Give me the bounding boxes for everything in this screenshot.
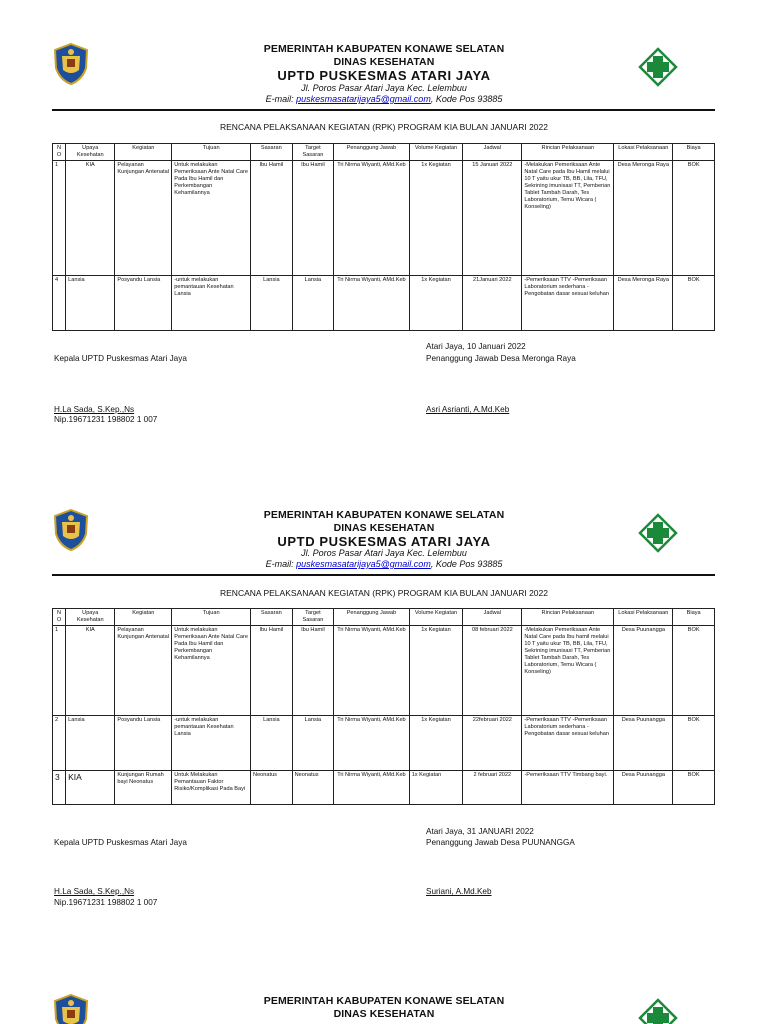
email-label: E-mail:	[265, 559, 294, 569]
table-header-row	[53, 609, 715, 626]
col-header-sasaran: Sasaran	[251, 144, 293, 161]
cell-target: Lansia	[292, 715, 334, 770]
col-header-kegiatan: Kegiatan	[115, 144, 172, 161]
cell-upaya: Lansia	[66, 275, 115, 330]
cell-biaya: BOK	[673, 625, 715, 715]
col-header-target: Target Sasaran	[292, 144, 334, 161]
plan-title: RENCANA PELAKSANAAN KEGIATAN (RPK) PROGRAM KIA BULAN JANUARI 2022	[220, 122, 548, 132]
cell-no: 1	[53, 160, 66, 275]
cell-sasaran: Ibu Hamil	[251, 625, 293, 715]
cell-biaya: BOK	[673, 770, 715, 804]
cell-rincian: -Melakukan Pemeriksaan Ante Natal Care pada Ibu hamil melalui 10 T yaitu ukur TB, BB, Lila, TFU, Sekrining imunisasi TT, Pemberian Tablet Tambah Darah, Tes Laboratorium, Temu Wicara ( Konseling)	[522, 625, 614, 715]
cell-lokasi: Desa Meronga Raya	[614, 275, 673, 330]
col-header-jadwal: Jadwal	[463, 144, 522, 161]
header-contact	[0, 95, 768, 104]
header-address: Jl. Poros Pasar Atari Jaya Kec. Lelembuu	[301, 83, 467, 93]
puskesmas-cross-logo-icon	[638, 47, 678, 87]
col-header-lokasi: Lokasi Pelaksanaan	[614, 144, 673, 161]
cell-pj: Tri Nirma Wiyanti, AMd.Keb	[334, 715, 410, 770]
cell-sasaran: Lansia	[251, 715, 293, 770]
cell-lokasi: Desa Meronga Raya	[614, 160, 673, 275]
cell-volume: 1x Kegiatan	[409, 275, 463, 330]
header-address: Jl. Poros Pasar Atari Jaya Kec. Lelembuu	[301, 548, 467, 558]
signature-left-name: H.La Sada, S.Kep.,Ns	[54, 887, 135, 896]
cell-rincian: -Pemeriksaan TTV -Pemeriksaan Laboratorium sederhana -Pengobatan dasar sesuai keluhan	[522, 715, 614, 770]
email-link[interactable]: puskesmasatarijaya5@gmail.com	[296, 94, 431, 104]
cell-lokasi: Desa Puunangga	[614, 715, 673, 770]
signature-left-nip: Nip.19671231 198802 1 007	[54, 898, 158, 907]
cell-pj: Tri Nirma Wiyanti, AMd.Keb	[334, 160, 410, 275]
cell-kegiatan: Posyandu Lansia	[115, 275, 172, 330]
cell-upaya: KIA	[66, 770, 115, 804]
signature-right-role: Penanggung Jawab Desa PUUNANGGA	[426, 838, 575, 847]
col-header-no: N O	[53, 144, 66, 161]
signature-left-nip: Nip.19671231 198802 1 007	[54, 415, 158, 424]
cell-rincian: -Pemeriksaan TTV Timbang bayi.	[522, 770, 614, 804]
cell-volume: 1x Kegiatan	[409, 715, 463, 770]
cell-jadwal: 2 februari 2022	[463, 770, 522, 804]
col-header-no: N O	[53, 609, 66, 626]
cell-volume: 1x Kegiatan	[409, 770, 463, 804]
cell-tujuan: Untuk melakukan Pemeriksaan Ante Natal Care Pada Ibu Hamil dan Perkembangan Kehamilannya	[172, 160, 251, 275]
signature-left-role: Kepala UPTD Puskesmas Atari Jaya	[54, 838, 187, 847]
cell-pj: Tri Nirma Wiyanti, AMd.Keb	[334, 625, 410, 715]
cell-target: Neonatus	[292, 770, 334, 804]
col-header-rincian: Rincian Pelaksanaan	[522, 609, 614, 626]
header-department: DINAS KESEHATAN	[333, 1008, 435, 1020]
cell-rincian: -Melakukan Pemeriksaan Ante Natal Care pada Ibu Hamil melalui 10 T yaitu ukur TB, BB, Lila, TFU, Sekrining imunisasi TT, Pemberian Tablet Tambah Darah, Tes Laboratorium, Temu Wicara ( Konseling)	[522, 160, 614, 275]
table-row	[53, 275, 715, 330]
cell-sasaran: Lansia	[251, 275, 293, 330]
col-header-rincian: Rincian Pelaksanaan	[522, 144, 614, 161]
cell-tujuan: -untuk melakukan pemantauan Kesehatan Lansia	[172, 715, 251, 770]
cell-kegiatan: Pelayanan Kunjungan Antenatal	[115, 160, 172, 275]
cell-biaya: BOK	[673, 275, 715, 330]
cell-jadwal: 22februari 2022	[463, 715, 522, 770]
col-header-pj: Penanggung Jawab	[334, 609, 410, 626]
col-header-upaya: Upaya Kesehatan	[66, 144, 115, 161]
cell-sasaran: Ibu Hamil	[251, 160, 293, 275]
plan-title: RENCANA PELAKSANAAN KEGIATAN (RPK) PROGRAM KIA BULAN JANUARI 2022	[220, 588, 548, 598]
cell-biaya: BOK	[673, 160, 715, 275]
cell-upaya: KIA	[66, 160, 115, 275]
col-header-tujuan: Tujuan	[172, 144, 251, 161]
cell-jadwal: 08 februari 2022	[463, 625, 522, 715]
cell-kegiatan: Posyandu Lansia	[115, 715, 172, 770]
cell-jadwal: 15 Januari 2022	[463, 160, 522, 275]
email-link[interactable]: puskesmasatarijaya5@gmail.com	[296, 559, 431, 569]
header-department: DINAS KESEHATAN	[333, 56, 435, 68]
cell-tujuan: Untuk melakukan Pemeriksaan Ante Natal Care Pada Ibu Hamil dan Perkembangan Kehamilannya	[172, 625, 251, 715]
cell-target: Ibu Hamil	[292, 625, 334, 715]
col-header-target: Target Sasaran	[292, 609, 334, 626]
signature-right-name: Asri Asrianti, A.Md.Keb	[426, 405, 510, 414]
col-header-sasaran: Sasaran	[251, 609, 293, 626]
header-government: PEMERINTAH KABUPATEN KONAWE SELATAN	[263, 509, 505, 521]
signature-place-date: Atari Jaya, 31 JANUARI 2022	[426, 827, 534, 836]
cell-rincian: -Pemeriksaan TTV -Pemeriksaan Laboratorium sederhana -Pengobatan dasar sesuai keluhan	[522, 275, 614, 330]
puskesmas-cross-logo-icon	[638, 513, 678, 553]
cell-no: 1	[53, 625, 66, 715]
header-government: PEMERINTAH KABUPATEN KONAWE SELATAN	[263, 995, 505, 1007]
cell-pj: Tri Nirma Wiyanti, AMd.Keb	[334, 770, 410, 804]
signature-right-role: Penanggung Jawab Desa Meronga Raya	[426, 354, 576, 363]
col-header-upaya: Upaya Kesehatan	[66, 609, 115, 626]
cell-biaya: BOK	[673, 715, 715, 770]
postcode: , Kode Pos 93885	[430, 94, 503, 104]
cell-volume: 1x Kegiatan	[409, 625, 463, 715]
cell-volume: 1x Kegiatan	[409, 160, 463, 275]
cell-no: 2	[53, 715, 66, 770]
cell-target: Ibu Hamil	[292, 160, 334, 275]
col-header-jadwal: Jadwal	[463, 609, 522, 626]
signature-place-date: Atari Jaya, 10 Januari 2022	[426, 342, 526, 351]
cell-pj: Tri Nirma Wiyanti, AMd.Keb	[334, 275, 410, 330]
col-header-biaya: Biaya	[673, 609, 715, 626]
cell-upaya: KIA	[66, 625, 115, 715]
cell-lokasi: Desa Puunangga	[614, 625, 673, 715]
cell-upaya: Lansia	[66, 715, 115, 770]
puskesmas-cross-logo-icon	[638, 998, 678, 1024]
table-row	[53, 715, 715, 770]
cell-kegiatan: Pelayanan Kunjungan Antenatal	[115, 625, 172, 715]
cell-lokasi: Desa Puunangga	[614, 770, 673, 804]
header-institution: UPTD PUSKESMAS ATARI JAYA	[277, 534, 491, 549]
col-header-pj: Penanggung Jawab	[334, 144, 410, 161]
cell-tujuan: -untuk melakukan pemantauan Kesehatan Lansia	[172, 275, 251, 330]
signature-right-name: Suriani, A.Md.Keb	[426, 887, 492, 896]
header-divider	[52, 574, 715, 576]
cell-target: Lansia	[292, 275, 334, 330]
table-row	[53, 770, 715, 804]
cell-tujuan: Untuk Melakukan Pemantauan Faktor Risiko/Komplikasi Pada Bayi	[172, 770, 251, 804]
col-header-tujuan: Tujuan	[172, 609, 251, 626]
cell-no: 4	[53, 275, 66, 330]
header-divider	[52, 109, 715, 111]
email-label: E-mail:	[265, 94, 294, 104]
col-header-volume: Volume Kegiatan	[409, 144, 463, 161]
cell-sasaran: Neonatus	[251, 770, 293, 804]
col-header-kegiatan: Kegiatan	[115, 609, 172, 626]
plan-table	[52, 608, 715, 805]
table-row	[53, 160, 715, 275]
plan-table	[52, 143, 715, 331]
col-header-volume: Volume Kegiatan	[409, 609, 463, 626]
postcode: , Kode Pos 93885	[430, 559, 503, 569]
signature-left-role: Kepala UPTD Puskesmas Atari Jaya	[54, 354, 187, 363]
cell-kegiatan: Kunjungan Rumah bayi Neonatus	[115, 770, 172, 804]
cell-jadwal: 21Januari 2022	[463, 275, 522, 330]
header-government: PEMERINTAH KABUPATEN KONAWE SELATAN	[263, 43, 505, 55]
header-institution: UPTD PUSKESMAS ATARI JAYA	[277, 68, 491, 83]
signature-left-name: H.La Sada, S.Kep.,Ns	[54, 405, 135, 414]
header-department: DINAS KESEHATAN	[333, 522, 435, 534]
cell-no: 3	[53, 770, 66, 804]
col-header-biaya: Biaya	[673, 144, 715, 161]
col-header-lokasi: Lokasi Pelaksanaan	[614, 609, 673, 626]
header-contact	[0, 560, 768, 569]
table-header-row	[53, 144, 715, 161]
table-row	[53, 625, 715, 715]
